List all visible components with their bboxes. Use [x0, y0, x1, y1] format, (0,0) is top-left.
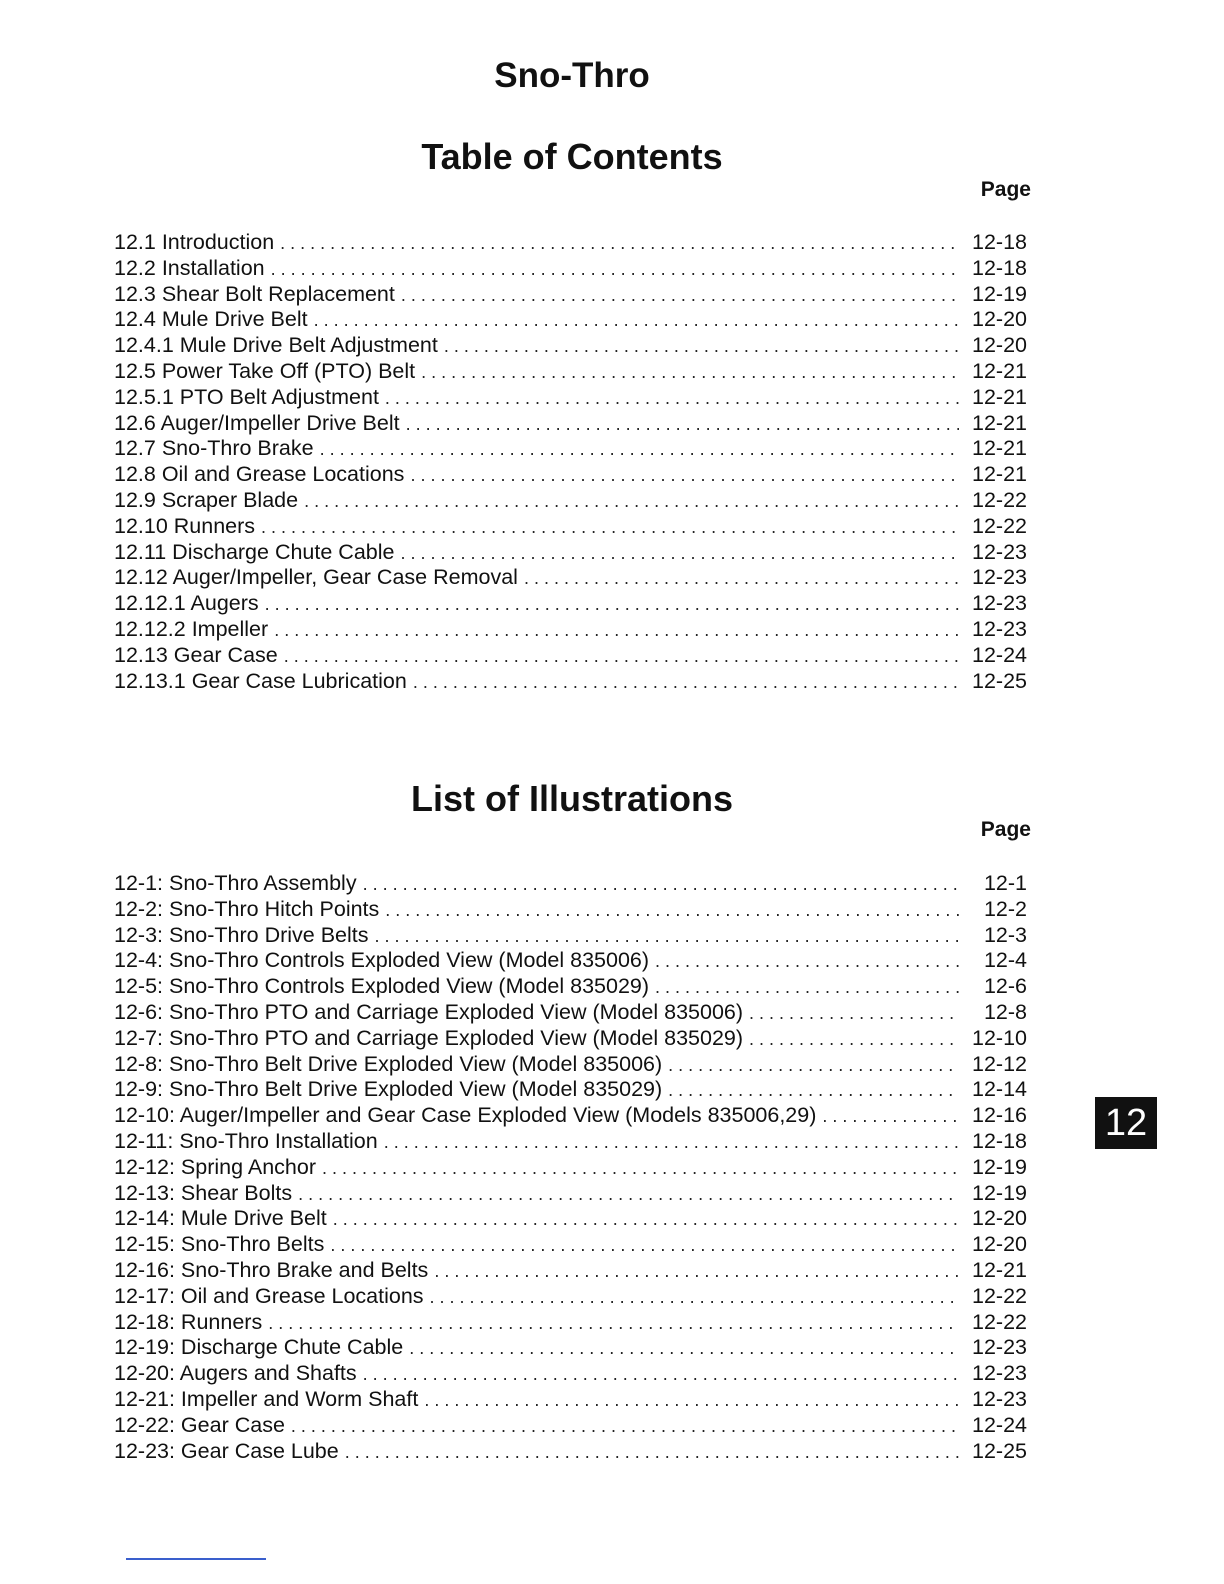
toc-entry-page-number: 12-23 [972, 591, 1027, 616]
illustration-entry[interactable] [114, 923, 1027, 949]
toc-entry-page-number: 12-24 [972, 642, 1027, 667]
dot-leader [406, 412, 959, 438]
illustration-entry-page-number: 12-6 [983, 974, 1027, 999]
toc-entry-label: 12.1 Introduction [114, 230, 275, 254]
illustration-entry-label: 12-5: Sno-Thro Controls Exploded View (Model 835029) [114, 974, 650, 999]
toc-heading: Table of Contents [421, 136, 723, 177]
dot-leader [314, 308, 959, 334]
dot-leader [385, 386, 959, 412]
illustrations-list [114, 871, 1027, 1464]
illustration-entry-label: 12-8: Sno-Thro Belt Drive Exploded View (Model 835006) [114, 1051, 663, 1076]
dot-leader [430, 1285, 959, 1311]
toc-entry[interactable] [114, 436, 1027, 462]
toc-entry[interactable] [114, 591, 1027, 617]
dot-leader [322, 1156, 959, 1182]
toc-entry-page-number: 12-25 [972, 668, 1027, 693]
illustration-entry[interactable] [114, 1026, 1027, 1052]
toc-entry-label: 12.10 Runners [114, 513, 256, 538]
toc-entry-page-number: 12-20 [972, 333, 1027, 358]
toc-entry-page-number: 12-20 [972, 307, 1027, 332]
toc-entry-page-number: 12-21 [972, 358, 1027, 383]
illustration-entry-page-number: 12-19 [972, 1154, 1027, 1179]
illustration-entry-page-number: 12-25 [972, 1438, 1027, 1463]
illustration-entry-page-number: 12-21 [972, 1257, 1027, 1282]
illustration-entry[interactable] [114, 1413, 1027, 1439]
illustration-entry-page-number: 12-1 [983, 871, 1027, 895]
dot-leader [265, 592, 959, 618]
dot-leader [401, 283, 959, 309]
toc-entry[interactable] [114, 643, 1027, 669]
dot-leader [409, 1336, 959, 1362]
illustration-entry-page-number: 12-23 [972, 1335, 1027, 1360]
dot-leader [304, 489, 959, 515]
toc-entry-label: 12.12 Auger/Impeller, Gear Case Removal [114, 565, 518, 590]
illustration-entry-page-number: 12-23 [972, 1361, 1027, 1386]
illustration-entry-label: 12-18: Runners [114, 1309, 263, 1334]
toc-entry[interactable] [114, 230, 1027, 256]
toc-entry[interactable] [114, 514, 1027, 540]
toc-entry-page-number: 12-22 [972, 513, 1027, 538]
toc-entry-page-number: 12-23 [972, 616, 1027, 641]
illustration-entry-page-number: 12-24 [972, 1412, 1027, 1437]
illustration-entry[interactable] [114, 897, 1027, 923]
toc-entry[interactable] [114, 282, 1027, 308]
illustration-entry-label: 12-20: Augers and Shafts [114, 1361, 357, 1386]
dot-leader [444, 334, 959, 360]
illustration-entry[interactable] [114, 1077, 1027, 1103]
illustration-entry-page-number: 12-22 [972, 1309, 1027, 1334]
toc-entry[interactable] [114, 540, 1027, 566]
toc-entry-page-number: 12-21 [972, 436, 1027, 461]
illustration-entry-label: 12-2: Sno-Thro Hitch Points [114, 896, 380, 921]
illustration-entry-label: 12-21: Impeller and Worm Shaft [114, 1386, 419, 1411]
toc-entry[interactable] [114, 617, 1027, 643]
dot-leader [274, 618, 959, 644]
illustration-entry[interactable] [114, 1439, 1027, 1465]
illustration-entry[interactable] [114, 948, 1027, 974]
dot-leader [271, 257, 959, 283]
toc-entry[interactable] [114, 359, 1027, 385]
toc-entry-label: 12.12.1 Augers [114, 591, 259, 616]
toc-entry-label: 12.12.2 Impeller [114, 616, 269, 641]
dot-leader [400, 541, 959, 567]
toc-entry-label: 12.4 Mule Drive Belt [114, 307, 308, 332]
dot-leader [375, 924, 959, 950]
illustration-entry[interactable] [114, 1361, 1027, 1387]
illustration-entry-label: 12-16: Sno-Thro Brake and Belts [114, 1257, 429, 1282]
dot-leader [363, 872, 959, 898]
illustration-entry-label: 12-22: Gear Case [114, 1412, 285, 1437]
illustration-entry-label: 12-19: Discharge Chute Cable [114, 1335, 404, 1360]
illustration-entry-page-number: 12-3 [983, 922, 1027, 947]
dot-leader [524, 566, 959, 592]
document-title: Sno-Thro [494, 56, 650, 95]
illustration-entry[interactable] [114, 1155, 1027, 1181]
dot-leader [298, 1182, 959, 1208]
dot-leader [320, 437, 959, 463]
dot-leader [424, 1388, 959, 1414]
illustration-entry-label: 12-13: Shear Bolts [114, 1180, 293, 1205]
illustration-entry[interactable] [114, 1000, 1027, 1026]
illustration-entry-page-number: 12-23 [972, 1386, 1027, 1411]
illustration-entry[interactable] [114, 871, 1027, 897]
toc-entry-label: 12.13.1 Gear Case Lubrication [114, 668, 407, 693]
toc-page-column-header: Page [980, 178, 1031, 201]
illustration-entry[interactable] [114, 1206, 1027, 1232]
illustration-entry[interactable] [114, 1335, 1027, 1361]
illustration-entry-page-number: 12-20 [972, 1232, 1027, 1257]
section-tab: 12 [1095, 1097, 1157, 1149]
dot-leader [749, 1001, 959, 1027]
toc-entry-label: 12.13 Gear Case [114, 642, 278, 667]
dot-leader [333, 1207, 959, 1233]
illustration-entry[interactable] [114, 1103, 1027, 1129]
toc-entry-label: 12.3 Shear Bolt Replacement [114, 281, 395, 306]
dot-leader [434, 1259, 959, 1285]
toc-entry-label: 12.8 Oil and Grease Locations [114, 462, 405, 487]
illustration-entry-label: 12-3: Sno-Thro Drive Belts [114, 922, 369, 947]
dot-leader [291, 1414, 959, 1440]
toc-entry-page-number: 12-19 [972, 281, 1027, 306]
illustration-entry-label: 12-10: Auger/Impeller and Gear Case Exploded View (Models 835006,29) [114, 1103, 817, 1128]
illustration-entry-label: 12-17: Oil and Grease Locations [114, 1283, 424, 1308]
toc-entry[interactable] [114, 385, 1027, 411]
illustration-entry-label: 12-9: Sno-Thro Belt Drive Exploded View (Model 835029) [114, 1077, 663, 1102]
dot-leader [268, 1311, 959, 1337]
illustration-entry[interactable] [114, 1052, 1027, 1078]
illustration-entry-page-number: 12-14 [972, 1077, 1027, 1102]
toc-entry-label: 12.7 Sno-Thro Brake [114, 436, 314, 461]
toc-entry[interactable] [114, 462, 1027, 488]
dot-leader [410, 463, 959, 489]
toc-entry-label: 12.9 Scraper Blade [114, 487, 299, 512]
illustrations-heading: List of Illustrations [410, 778, 733, 819]
illustration-entry-label: 12-15: Sno-Thro Belts [114, 1232, 325, 1257]
toc-entry[interactable] [114, 333, 1027, 359]
dot-leader [330, 1233, 959, 1259]
illustrations-page-column-header: Page [980, 818, 1031, 841]
dot-leader [280, 231, 959, 257]
illustration-entry-label: 12-6: Sno-Thro PTO and Carriage Exploded View (Model 835006) [114, 999, 744, 1024]
toc-entry-page-number: 12-18 [972, 255, 1027, 280]
toc-entry-page-number: 12-23 [972, 539, 1027, 564]
toc-entry[interactable] [114, 669, 1027, 695]
dot-leader [655, 975, 959, 1001]
toc-entry-label: 12.5 Power Take Off (PTO) Belt [114, 358, 416, 383]
illustration-entry[interactable] [114, 1310, 1027, 1336]
illustration-entry-page-number: 12-22 [972, 1283, 1027, 1308]
illustration-entry-page-number: 12-12 [972, 1051, 1027, 1076]
toc-entry-label: 12.5.1 PTO Belt Adjustment [114, 384, 379, 409]
dot-leader [668, 1053, 959, 1079]
toc-entry[interactable] [114, 565, 1027, 591]
toc-entry-label: 12.2 Installation [114, 255, 265, 280]
toc-entry-page-number: 12-18 [972, 230, 1027, 254]
illustration-entry-page-number: 12-18 [972, 1128, 1027, 1153]
toc-entry-label: 12.11 Discharge Chute Cable [114, 539, 395, 564]
illustration-entry-label: 12-23: Gear Case Lube [114, 1438, 339, 1463]
illustration-entry[interactable] [114, 1387, 1027, 1413]
illustration-entry-label: 12-11: Sno-Thro Installation [114, 1128, 378, 1153]
dot-leader [385, 898, 959, 924]
illustration-entry-page-number: 12-4 [983, 948, 1027, 973]
dot-leader [655, 949, 959, 975]
illustration-entry-page-number: 12-2 [983, 896, 1027, 921]
toc-entry[interactable] [114, 411, 1027, 437]
dot-leader [668, 1078, 959, 1104]
toc-entry-page-number: 12-22 [972, 487, 1027, 512]
dot-leader [413, 670, 959, 696]
illustration-entry-label: 12-7: Sno-Thro PTO and Carriage Exploded View (Model 835029) [114, 1025, 744, 1050]
dot-leader [345, 1440, 959, 1466]
illustration-entry[interactable] [114, 1181, 1027, 1207]
illustration-entry[interactable] [114, 974, 1027, 1000]
illustration-entry-label: 12-12: Spring Anchor [114, 1154, 316, 1179]
illustration-entry[interactable] [114, 1232, 1027, 1258]
bottom-rule [126, 1558, 266, 1560]
illustration-entry-label: 12-4: Sno-Thro Controls Exploded View (Model 835006) [114, 948, 650, 973]
dot-leader [384, 1130, 959, 1156]
toc-entry-label: 12.6 Auger/Impeller Drive Belt [114, 410, 400, 435]
illustration-entry-label: 12-14: Mule Drive Belt [114, 1206, 327, 1231]
illustration-entry-page-number: 12-19 [972, 1180, 1027, 1205]
toc-entry-page-number: 12-21 [972, 410, 1027, 435]
dot-leader [749, 1027, 959, 1053]
toc-entry-label: 12.4.1 Mule Drive Belt Adjustment [114, 333, 438, 358]
illustration-entry-page-number: 12-10 [972, 1025, 1027, 1050]
toc-entry-page-number: 12-23 [972, 565, 1027, 590]
illustration-entry-page-number: 12-8 [983, 999, 1027, 1024]
toc-entry-page-number: 12-21 [972, 384, 1027, 409]
dot-leader [421, 360, 959, 386]
illustration-entry[interactable] [114, 1129, 1027, 1155]
illustration-entry-label: 12-1: Sno-Thro Assembly [114, 871, 357, 895]
toc-list [114, 230, 1027, 694]
illustration-entry-page-number: 12-20 [972, 1206, 1027, 1231]
toc-entry[interactable] [114, 256, 1027, 282]
dot-leader [261, 515, 959, 541]
dot-leader [363, 1362, 959, 1388]
illustration-entry-page-number: 12-16 [972, 1103, 1027, 1128]
toc-entry[interactable] [114, 488, 1027, 514]
dot-leader [284, 644, 959, 670]
dot-leader [822, 1104, 959, 1130]
toc-entry-page-number: 12-21 [972, 462, 1027, 487]
illustration-entry[interactable] [114, 1284, 1027, 1310]
toc-entry[interactable] [114, 307, 1027, 333]
illustration-entry[interactable] [114, 1258, 1027, 1284]
